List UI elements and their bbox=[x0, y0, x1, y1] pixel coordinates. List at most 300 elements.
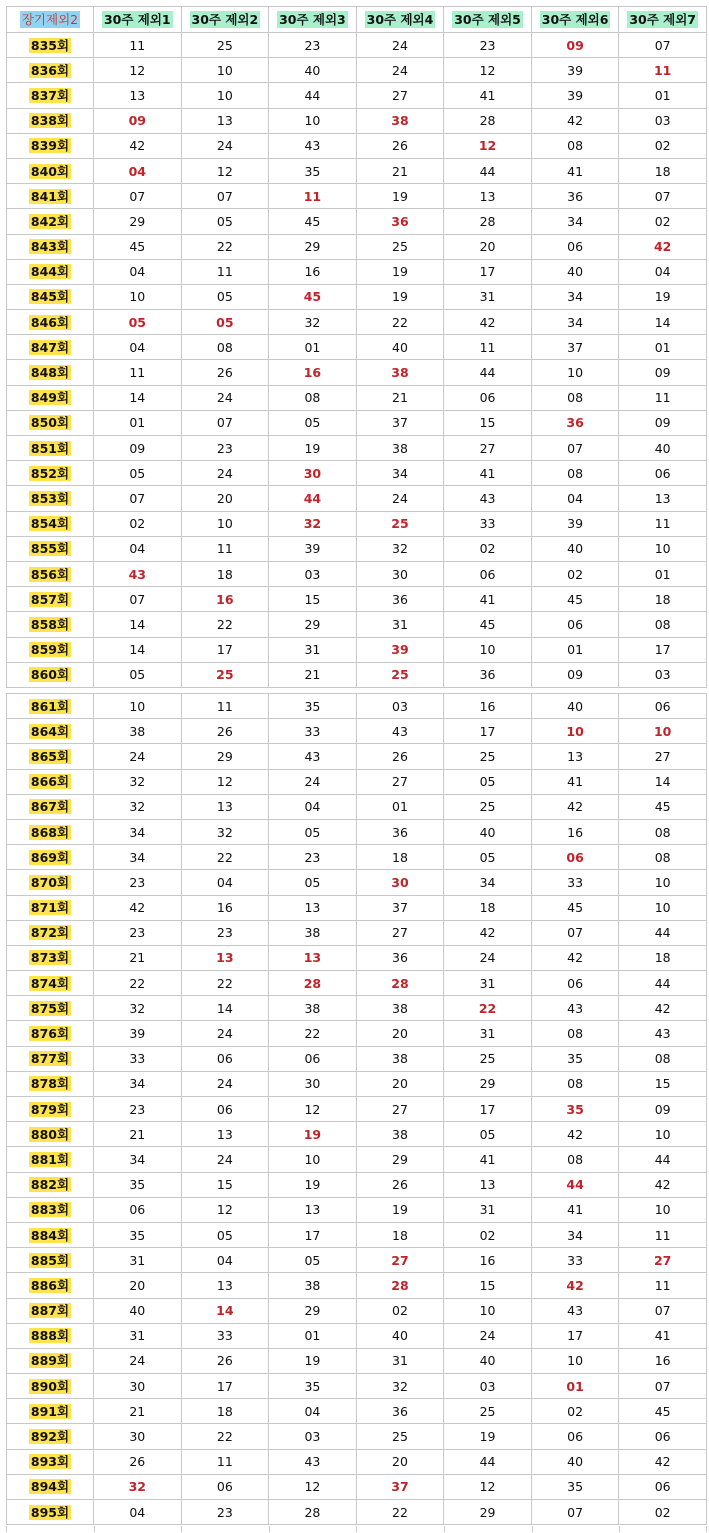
stats-table-bottom bbox=[6, 693, 707, 1525]
number-cell: 10 bbox=[619, 870, 707, 895]
number-cell: 21 bbox=[94, 945, 182, 970]
number-cell: 45 bbox=[531, 895, 619, 920]
number-cell: 02 bbox=[531, 1399, 619, 1424]
number-cell: 23 bbox=[94, 870, 182, 895]
round-cell bbox=[7, 1298, 94, 1323]
table-row bbox=[7, 769, 707, 794]
round-cell bbox=[7, 744, 94, 769]
round-label: 860회 bbox=[30, 667, 70, 683]
number-cell: 08 bbox=[619, 845, 707, 870]
number-cell: 32 bbox=[94, 1474, 182, 1499]
number-cell: 16 bbox=[619, 1348, 707, 1373]
number-cell: 40 bbox=[356, 335, 444, 360]
number-cell: 08 bbox=[531, 133, 619, 158]
number-cell: 27 bbox=[356, 1248, 444, 1273]
number-cell: 06 bbox=[531, 234, 619, 259]
number-cell: 09 bbox=[531, 662, 619, 687]
round-cell bbox=[7, 1046, 94, 1071]
number-cell: 13 bbox=[181, 108, 269, 133]
table-row bbox=[7, 1222, 707, 1247]
number-cell: 14 bbox=[619, 310, 707, 335]
table-row bbox=[7, 996, 707, 1021]
round-label: 892회 bbox=[30, 1429, 70, 1445]
table-row bbox=[7, 259, 707, 284]
number-cell: 14 bbox=[181, 1298, 269, 1323]
round-label: 881회 bbox=[30, 1151, 70, 1167]
round-cell bbox=[7, 1021, 94, 1046]
round-label: 883회 bbox=[30, 1202, 70, 1218]
number-cell: 40 bbox=[531, 1449, 619, 1474]
number-cell: 45 bbox=[269, 284, 357, 309]
number-cell: 24 bbox=[181, 1071, 269, 1096]
number-cell: 23 bbox=[444, 33, 532, 58]
number-cell: 43 bbox=[619, 1021, 707, 1046]
round-label: 847회 bbox=[30, 339, 70, 355]
number-cell: 40 bbox=[531, 259, 619, 284]
number-cell: 31 bbox=[94, 1248, 182, 1273]
number-cell: 21 bbox=[356, 385, 444, 410]
round-cell bbox=[7, 410, 94, 435]
round-label: 890회 bbox=[30, 1378, 70, 1394]
number-cell: 08 bbox=[531, 1071, 619, 1096]
number-cell: 31 bbox=[444, 1021, 532, 1046]
number-cell: 10 bbox=[531, 360, 619, 385]
number-cell: 15 bbox=[444, 1273, 532, 1298]
number-cell: 07 bbox=[531, 1500, 619, 1525]
round-cell bbox=[7, 895, 94, 920]
number-cell: 26 bbox=[356, 1172, 444, 1197]
number-cell: 43 bbox=[531, 1298, 619, 1323]
table-row bbox=[7, 694, 707, 719]
number-cell: 13 bbox=[269, 895, 357, 920]
number-cell: 04 bbox=[94, 536, 182, 561]
number-cell: 06 bbox=[619, 1424, 707, 1449]
round-label: 856회 bbox=[30, 566, 70, 582]
number-cell: 12 bbox=[94, 58, 182, 83]
number-cell: 39 bbox=[356, 637, 444, 662]
round-label: 857회 bbox=[30, 591, 70, 607]
table-row bbox=[7, 1399, 707, 1424]
number-cell: 39 bbox=[531, 58, 619, 83]
number-cell: 41 bbox=[619, 1323, 707, 1348]
table-row bbox=[7, 637, 707, 662]
number-cell: 13 bbox=[444, 1172, 532, 1197]
number-cell: 21 bbox=[356, 158, 444, 183]
round-label: 889회 bbox=[30, 1353, 70, 1369]
number-cell: 21 bbox=[269, 662, 357, 687]
header-cell bbox=[444, 7, 532, 33]
number-cell: 16 bbox=[444, 694, 532, 719]
number-cell: 10 bbox=[619, 1122, 707, 1147]
round-cell bbox=[7, 83, 94, 108]
number-cell: 26 bbox=[94, 1449, 182, 1474]
number-cell: 43 bbox=[444, 486, 532, 511]
number-cell: 06 bbox=[531, 971, 619, 996]
number-cell: 44 bbox=[531, 1172, 619, 1197]
round-label: 885회 bbox=[30, 1252, 70, 1268]
round-cell bbox=[7, 996, 94, 1021]
number-cell: 43 bbox=[94, 561, 182, 586]
number-cell: 05 bbox=[181, 310, 269, 335]
number-cell: 16 bbox=[269, 259, 357, 284]
round-label: 861회 bbox=[30, 698, 70, 714]
round-cell bbox=[7, 769, 94, 794]
table-row bbox=[7, 108, 707, 133]
round-cell bbox=[7, 1147, 94, 1172]
number-cell: 29 bbox=[356, 1147, 444, 1172]
round-label: 842회 bbox=[30, 213, 70, 229]
number-cell: 11 bbox=[181, 536, 269, 561]
number-cell: 41 bbox=[444, 461, 532, 486]
number-cell: 29 bbox=[269, 612, 357, 637]
round-label: 851회 bbox=[30, 440, 70, 456]
number-cell: 07 bbox=[94, 486, 182, 511]
number-cell: 35 bbox=[94, 1222, 182, 1247]
round-cell bbox=[7, 58, 94, 83]
number-cell: 18 bbox=[356, 845, 444, 870]
number-cell: 18 bbox=[181, 561, 269, 586]
number-cell: 36 bbox=[356, 209, 444, 234]
round-cell bbox=[7, 461, 94, 486]
number-cell: 07 bbox=[531, 920, 619, 945]
number-cell: 24 bbox=[444, 1323, 532, 1348]
number-cell: 40 bbox=[94, 1298, 182, 1323]
number-cell: 41 bbox=[444, 83, 532, 108]
number-cell: 13 bbox=[181, 1122, 269, 1147]
number-cell: 41 bbox=[531, 769, 619, 794]
number-cell: 19 bbox=[269, 436, 357, 461]
round-cell bbox=[7, 971, 94, 996]
number-cell: 19 bbox=[356, 259, 444, 284]
table-body-bottom bbox=[7, 694, 707, 1525]
number-cell: 06 bbox=[94, 1197, 182, 1222]
number-cell: 27 bbox=[619, 744, 707, 769]
round-cell bbox=[7, 1172, 94, 1197]
table-row bbox=[7, 284, 707, 309]
number-cell: 10 bbox=[181, 511, 269, 536]
header-label: 30주 제외4 bbox=[366, 12, 434, 27]
number-cell: 45 bbox=[619, 794, 707, 819]
number-cell: 04 bbox=[619, 259, 707, 284]
number-cell: 35 bbox=[269, 1374, 357, 1399]
number-cell: 27 bbox=[356, 920, 444, 945]
number-cell: 25 bbox=[356, 234, 444, 259]
number-cell: 02 bbox=[356, 1298, 444, 1323]
number-cell: 27 bbox=[356, 1097, 444, 1122]
round-label: 866회 bbox=[30, 774, 70, 790]
number-cell: 26 bbox=[356, 133, 444, 158]
number-cell: 13 bbox=[181, 945, 269, 970]
number-cell: 23 bbox=[181, 1500, 269, 1525]
round-label: 858회 bbox=[30, 616, 70, 632]
number-cell: 17 bbox=[444, 259, 532, 284]
table-row bbox=[7, 1449, 707, 1474]
round-label: 887회 bbox=[30, 1303, 70, 1319]
round-label: 846회 bbox=[30, 314, 70, 330]
header-cell bbox=[531, 7, 619, 33]
round-cell bbox=[7, 1474, 94, 1499]
number-cell: 04 bbox=[181, 1248, 269, 1273]
round-cell bbox=[7, 662, 94, 687]
table-row bbox=[7, 461, 707, 486]
number-cell: 09 bbox=[619, 360, 707, 385]
round-cell bbox=[7, 33, 94, 58]
number-cell: 44 bbox=[269, 486, 357, 511]
number-cell: 07 bbox=[619, 33, 707, 58]
round-label: 848회 bbox=[30, 365, 70, 381]
number-cell: 42 bbox=[531, 108, 619, 133]
number-cell: 17 bbox=[181, 1374, 269, 1399]
round-cell bbox=[7, 310, 94, 335]
number-cell: 43 bbox=[531, 996, 619, 1021]
number-cell: 24 bbox=[181, 461, 269, 486]
round-label: 853회 bbox=[30, 490, 70, 506]
number-cell: 25 bbox=[444, 1399, 532, 1424]
number-cell: 44 bbox=[269, 83, 357, 108]
round-cell bbox=[7, 1348, 94, 1373]
round-cell bbox=[7, 108, 94, 133]
number-cell: 01 bbox=[269, 335, 357, 360]
number-cell: 31 bbox=[356, 1348, 444, 1373]
number-cell: 18 bbox=[356, 1222, 444, 1247]
number-cell: 31 bbox=[444, 1197, 532, 1222]
round-label: 852회 bbox=[30, 465, 70, 481]
number-cell: 06 bbox=[181, 1046, 269, 1071]
number-cell: 35 bbox=[269, 158, 357, 183]
table-row bbox=[7, 1248, 707, 1273]
round-label: 874회 bbox=[30, 975, 70, 991]
number-cell: 19 bbox=[356, 284, 444, 309]
round-label: 872회 bbox=[30, 925, 70, 941]
number-cell: 18 bbox=[181, 1399, 269, 1424]
number-cell: 37 bbox=[356, 895, 444, 920]
round-label: 867회 bbox=[30, 799, 70, 815]
round-label: 865회 bbox=[30, 748, 70, 764]
number-cell: 02 bbox=[619, 1500, 707, 1525]
round-label: 843회 bbox=[30, 239, 70, 255]
number-cell: 06 bbox=[181, 1474, 269, 1499]
number-cell: 29 bbox=[94, 209, 182, 234]
number-cell: 11 bbox=[619, 1273, 707, 1298]
number-cell: 17 bbox=[444, 1097, 532, 1122]
round-cell bbox=[7, 587, 94, 612]
round-cell bbox=[7, 511, 94, 536]
number-cell: 24 bbox=[181, 133, 269, 158]
number-cell: 07 bbox=[94, 587, 182, 612]
round-label: 879회 bbox=[30, 1101, 70, 1117]
number-cell: 33 bbox=[181, 1323, 269, 1348]
round-label: 855회 bbox=[30, 541, 70, 557]
round-label: 869회 bbox=[30, 849, 70, 865]
number-cell: 35 bbox=[531, 1097, 619, 1122]
number-cell: 07 bbox=[181, 184, 269, 209]
number-cell: 01 bbox=[531, 1374, 619, 1399]
number-cell: 45 bbox=[619, 1399, 707, 1424]
round-cell bbox=[7, 1248, 94, 1273]
round-cell bbox=[7, 1097, 94, 1122]
round-cell bbox=[7, 436, 94, 461]
number-cell: 27 bbox=[356, 769, 444, 794]
number-cell: 03 bbox=[619, 662, 707, 687]
number-cell: 39 bbox=[531, 511, 619, 536]
number-cell: 12 bbox=[444, 1474, 532, 1499]
number-cell: 34 bbox=[444, 870, 532, 895]
number-cell: 42 bbox=[619, 234, 707, 259]
number-cell: 10 bbox=[619, 895, 707, 920]
number-cell: 31 bbox=[444, 971, 532, 996]
number-cell: 03 bbox=[269, 1424, 357, 1449]
round-label: 845회 bbox=[30, 289, 70, 305]
table-row bbox=[7, 819, 707, 844]
table-row bbox=[7, 1172, 707, 1197]
number-cell: 43 bbox=[269, 744, 357, 769]
number-cell: 02 bbox=[94, 511, 182, 536]
number-cell: 42 bbox=[619, 996, 707, 1021]
table-row bbox=[7, 1046, 707, 1071]
round-cell bbox=[7, 845, 94, 870]
number-cell: 45 bbox=[531, 587, 619, 612]
number-cell: 32 bbox=[181, 819, 269, 844]
round-label: 894회 bbox=[30, 1479, 70, 1495]
number-cell: 09 bbox=[619, 1097, 707, 1122]
number-cell: 09 bbox=[531, 33, 619, 58]
number-cell: 42 bbox=[444, 920, 532, 945]
number-cell: 28 bbox=[444, 209, 532, 234]
header-label: 장기제외2 bbox=[21, 12, 79, 27]
table-row bbox=[7, 1071, 707, 1096]
number-cell: 42 bbox=[94, 133, 182, 158]
header-cell-first bbox=[7, 7, 94, 33]
round-label: 880회 bbox=[30, 1126, 70, 1142]
table-row bbox=[7, 744, 707, 769]
round-cell bbox=[7, 158, 94, 183]
number-cell: 05 bbox=[444, 1122, 532, 1147]
number-cell: 41 bbox=[531, 158, 619, 183]
round-label: 859회 bbox=[30, 642, 70, 658]
number-cell: 19 bbox=[356, 184, 444, 209]
table-row bbox=[7, 234, 707, 259]
table-body-top bbox=[7, 33, 707, 688]
number-cell: 34 bbox=[94, 1147, 182, 1172]
number-cell: 09 bbox=[619, 410, 707, 435]
number-cell: 17 bbox=[444, 719, 532, 744]
number-cell: 36 bbox=[531, 410, 619, 435]
number-cell: 34 bbox=[94, 819, 182, 844]
number-cell: 18 bbox=[619, 945, 707, 970]
number-cell: 28 bbox=[269, 1500, 357, 1525]
number-cell: 42 bbox=[94, 895, 182, 920]
header-label: 30주 제외1 bbox=[103, 12, 171, 27]
number-cell: 23 bbox=[269, 845, 357, 870]
number-cell: 11 bbox=[444, 335, 532, 360]
round-label: 877회 bbox=[30, 1051, 70, 1067]
number-cell: 02 bbox=[619, 209, 707, 234]
number-cell: 06 bbox=[531, 612, 619, 637]
number-cell: 20 bbox=[356, 1071, 444, 1096]
number-cell: 19 bbox=[269, 1348, 357, 1373]
round-cell bbox=[7, 360, 94, 385]
round-cell bbox=[7, 284, 94, 309]
table-row bbox=[7, 184, 707, 209]
number-cell: 22 bbox=[181, 971, 269, 996]
table-row bbox=[7, 561, 707, 586]
number-cell: 10 bbox=[181, 58, 269, 83]
number-cell: 10 bbox=[619, 719, 707, 744]
number-cell: 14 bbox=[94, 385, 182, 410]
number-cell: 22 bbox=[356, 1500, 444, 1525]
number-cell: 10 bbox=[531, 719, 619, 744]
number-cell: 22 bbox=[181, 234, 269, 259]
number-cell: 44 bbox=[619, 971, 707, 996]
number-cell: 22 bbox=[94, 971, 182, 996]
header-label: 30주 제외5 bbox=[454, 12, 521, 27]
header-cell bbox=[269, 7, 357, 33]
number-cell: 19 bbox=[269, 1122, 357, 1147]
number-cell: 41 bbox=[444, 1147, 532, 1172]
table-row bbox=[7, 1197, 707, 1222]
number-cell: 26 bbox=[181, 1348, 269, 1373]
number-cell: 11 bbox=[269, 184, 357, 209]
number-cell: 25 bbox=[356, 511, 444, 536]
number-cell: 26 bbox=[181, 360, 269, 385]
number-cell: 11 bbox=[619, 385, 707, 410]
number-cell: 31 bbox=[94, 1323, 182, 1348]
number-cell: 45 bbox=[94, 234, 182, 259]
number-cell: 07 bbox=[619, 184, 707, 209]
number-cell: 24 bbox=[181, 385, 269, 410]
number-cell: 31 bbox=[269, 637, 357, 662]
number-cell: 42 bbox=[444, 310, 532, 335]
round-label: 875회 bbox=[30, 1000, 70, 1016]
number-cell: 05 bbox=[181, 284, 269, 309]
number-cell: 24 bbox=[94, 744, 182, 769]
header-cell bbox=[356, 7, 444, 33]
number-cell: 13 bbox=[531, 744, 619, 769]
number-cell: 01 bbox=[94, 410, 182, 435]
number-cell: 06 bbox=[531, 845, 619, 870]
number-cell: 02 bbox=[619, 133, 707, 158]
number-cell: 01 bbox=[531, 637, 619, 662]
number-cell: 42 bbox=[531, 1273, 619, 1298]
round-cell bbox=[7, 945, 94, 970]
round-cell bbox=[7, 1424, 94, 1449]
number-cell: 07 bbox=[619, 1374, 707, 1399]
number-cell: 11 bbox=[619, 58, 707, 83]
number-cell: 24 bbox=[356, 58, 444, 83]
number-cell: 08 bbox=[269, 385, 357, 410]
number-cell: 19 bbox=[444, 1424, 532, 1449]
number-cell: 42 bbox=[531, 794, 619, 819]
table-row bbox=[7, 1122, 707, 1147]
number-cell: 11 bbox=[619, 511, 707, 536]
number-cell: 04 bbox=[94, 1500, 182, 1525]
number-cell: 19 bbox=[619, 284, 707, 309]
number-cell: 06 bbox=[181, 1097, 269, 1122]
number-cell: 25 bbox=[444, 1046, 532, 1071]
number-cell: 28 bbox=[356, 1273, 444, 1298]
number-cell: 14 bbox=[94, 637, 182, 662]
number-cell: 42 bbox=[531, 1122, 619, 1147]
number-cell: 29 bbox=[181, 744, 269, 769]
round-cell bbox=[7, 920, 94, 945]
number-cell: 18 bbox=[619, 587, 707, 612]
number-cell: 38 bbox=[94, 719, 182, 744]
number-cell: 01 bbox=[619, 335, 707, 360]
number-cell: 39 bbox=[269, 536, 357, 561]
table-row bbox=[7, 158, 707, 183]
number-cell: 13 bbox=[181, 1273, 269, 1298]
number-cell: 42 bbox=[531, 945, 619, 970]
